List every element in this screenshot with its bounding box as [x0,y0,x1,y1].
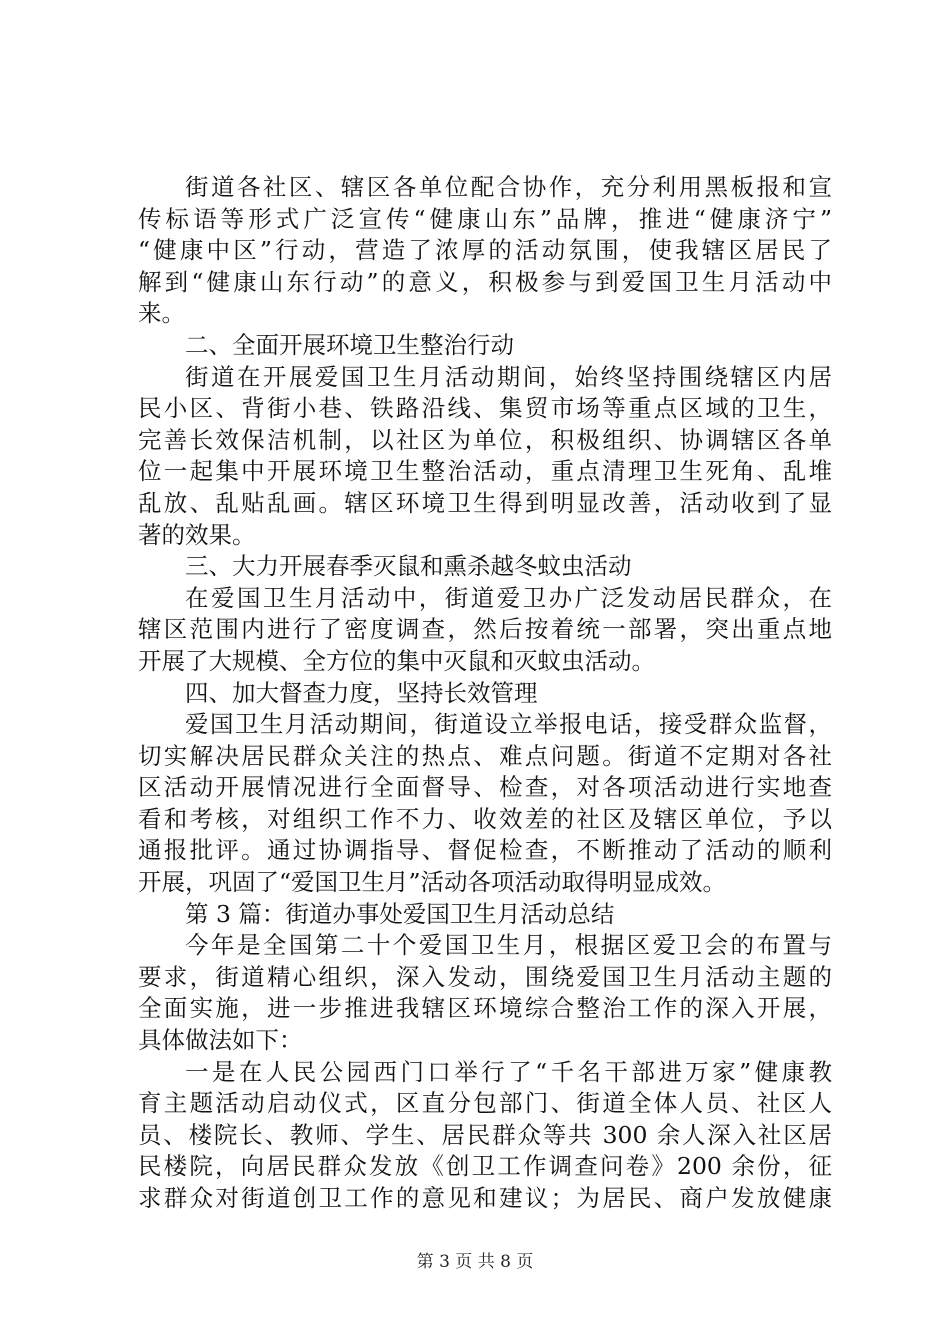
text-line: 传标语等形式广泛宣传“健康山东”品牌，推进“健康济宁” [138,204,832,233]
section-heading: 三、大力开展春季灭鼠和熏杀越冬蚊虫活动 [185,552,632,581]
text-line: 街道在开展爱国卫生月活动期间，始终坚持围绕辖区内居 [185,362,832,391]
text-line: 位一起集中开展环境卫生整治活动，重点清理卫生死角、乱堆 [138,457,832,486]
text-line: 育主题活动启动仪式，区直分包部门、街道全体人员、社区人 [138,1089,832,1118]
text-line: “健康中区”行动，营造了浓厚的活动氛围，使我辖区居民了 [138,236,832,265]
text-line: 具体做法如下： [138,1026,303,1055]
text-line: 切实解决居民群众关注的热点、难点问题。街道不定期对各社 [138,741,832,770]
text-line: 民楼院，向居民群众发放《创卫工作调查问卷》200 余份，征 [138,1152,832,1181]
text-line: 求群众对街道创卫工作的意见和建议；为居民、商户发放健康 [138,1184,832,1212]
text-line: 著的效果。 [138,520,256,549]
document-body [138,172,832,1215]
text-line: 在爱国卫生月活动中，街道爱卫办广泛发动居民群众，在 [185,583,832,612]
text-line: 完善长效保洁机制，以社区为单位，积极组织、协调辖区各单 [138,425,832,454]
section-heading: 四、加大督查力度，坚持长效管理 [185,678,538,707]
section-heading: 二、全面开展环境卫生整治行动 [185,330,514,359]
text-line: 开展了大规模、全方位的集中灭鼠和灭蚊虫活动。 [138,646,655,675]
text-line: 员、楼院长、教师、学生、居民群众等共 300 余人深入社区居 [138,1120,832,1149]
article-title: 第 3 篇：街道办事处爱国卫生月活动总结 [185,899,615,928]
text-line: 要求，街道精心组织，深入发动，围绕爱国卫生月活动主题的 [138,962,832,991]
text-line: 一是在人民公园西门口举行了“千名干部进万家”健康教 [185,1057,832,1086]
text-line: 辖区范围内进行了密度调查，然后按着统一部署，突出重点地 [138,615,832,644]
text-line: 区活动开展情况进行全面督导、检查，对各项活动进行实地查 [138,773,832,802]
text-line: 通报批评。通过协调指导、督促检查，不断推动了活动的顺利 [138,836,832,865]
text-line: 解到“健康山东行动”的意义，积极参与到爱国卫生月活动中 [138,267,832,296]
text-line: 民小区、背街小巷、铁路沿线、集贸市场等重点区域的卫生， [138,394,832,423]
text-line: 看和考核，对组织工作不力、收效差的社区及辖区单位，予以 [138,804,832,833]
text-line: 今年是全国第二十个爱国卫生月，根据区爱卫会的布置与 [185,931,832,960]
text-line: 开展，巩固了“爱国卫生月”活动各项活动取得明显成效。 [138,868,727,897]
text-line: 街道各社区、辖区各单位配合协作，充分利用黑板报和宣 [185,173,832,201]
text-line: 来。 [138,299,185,328]
text-line: 全面实施，进一步推进我辖区环境综合整治工作的深入开展， [138,994,832,1023]
page-footer: 第 3 页 共 8 页 [416,1252,534,1272]
text-line: 爱国卫生月活动期间，街道设立举报电话，接受群众监督， [185,710,832,739]
text-line: 乱放、乱贴乱画。辖区环境卫生得到明显改善，活动收到了显 [138,488,832,517]
